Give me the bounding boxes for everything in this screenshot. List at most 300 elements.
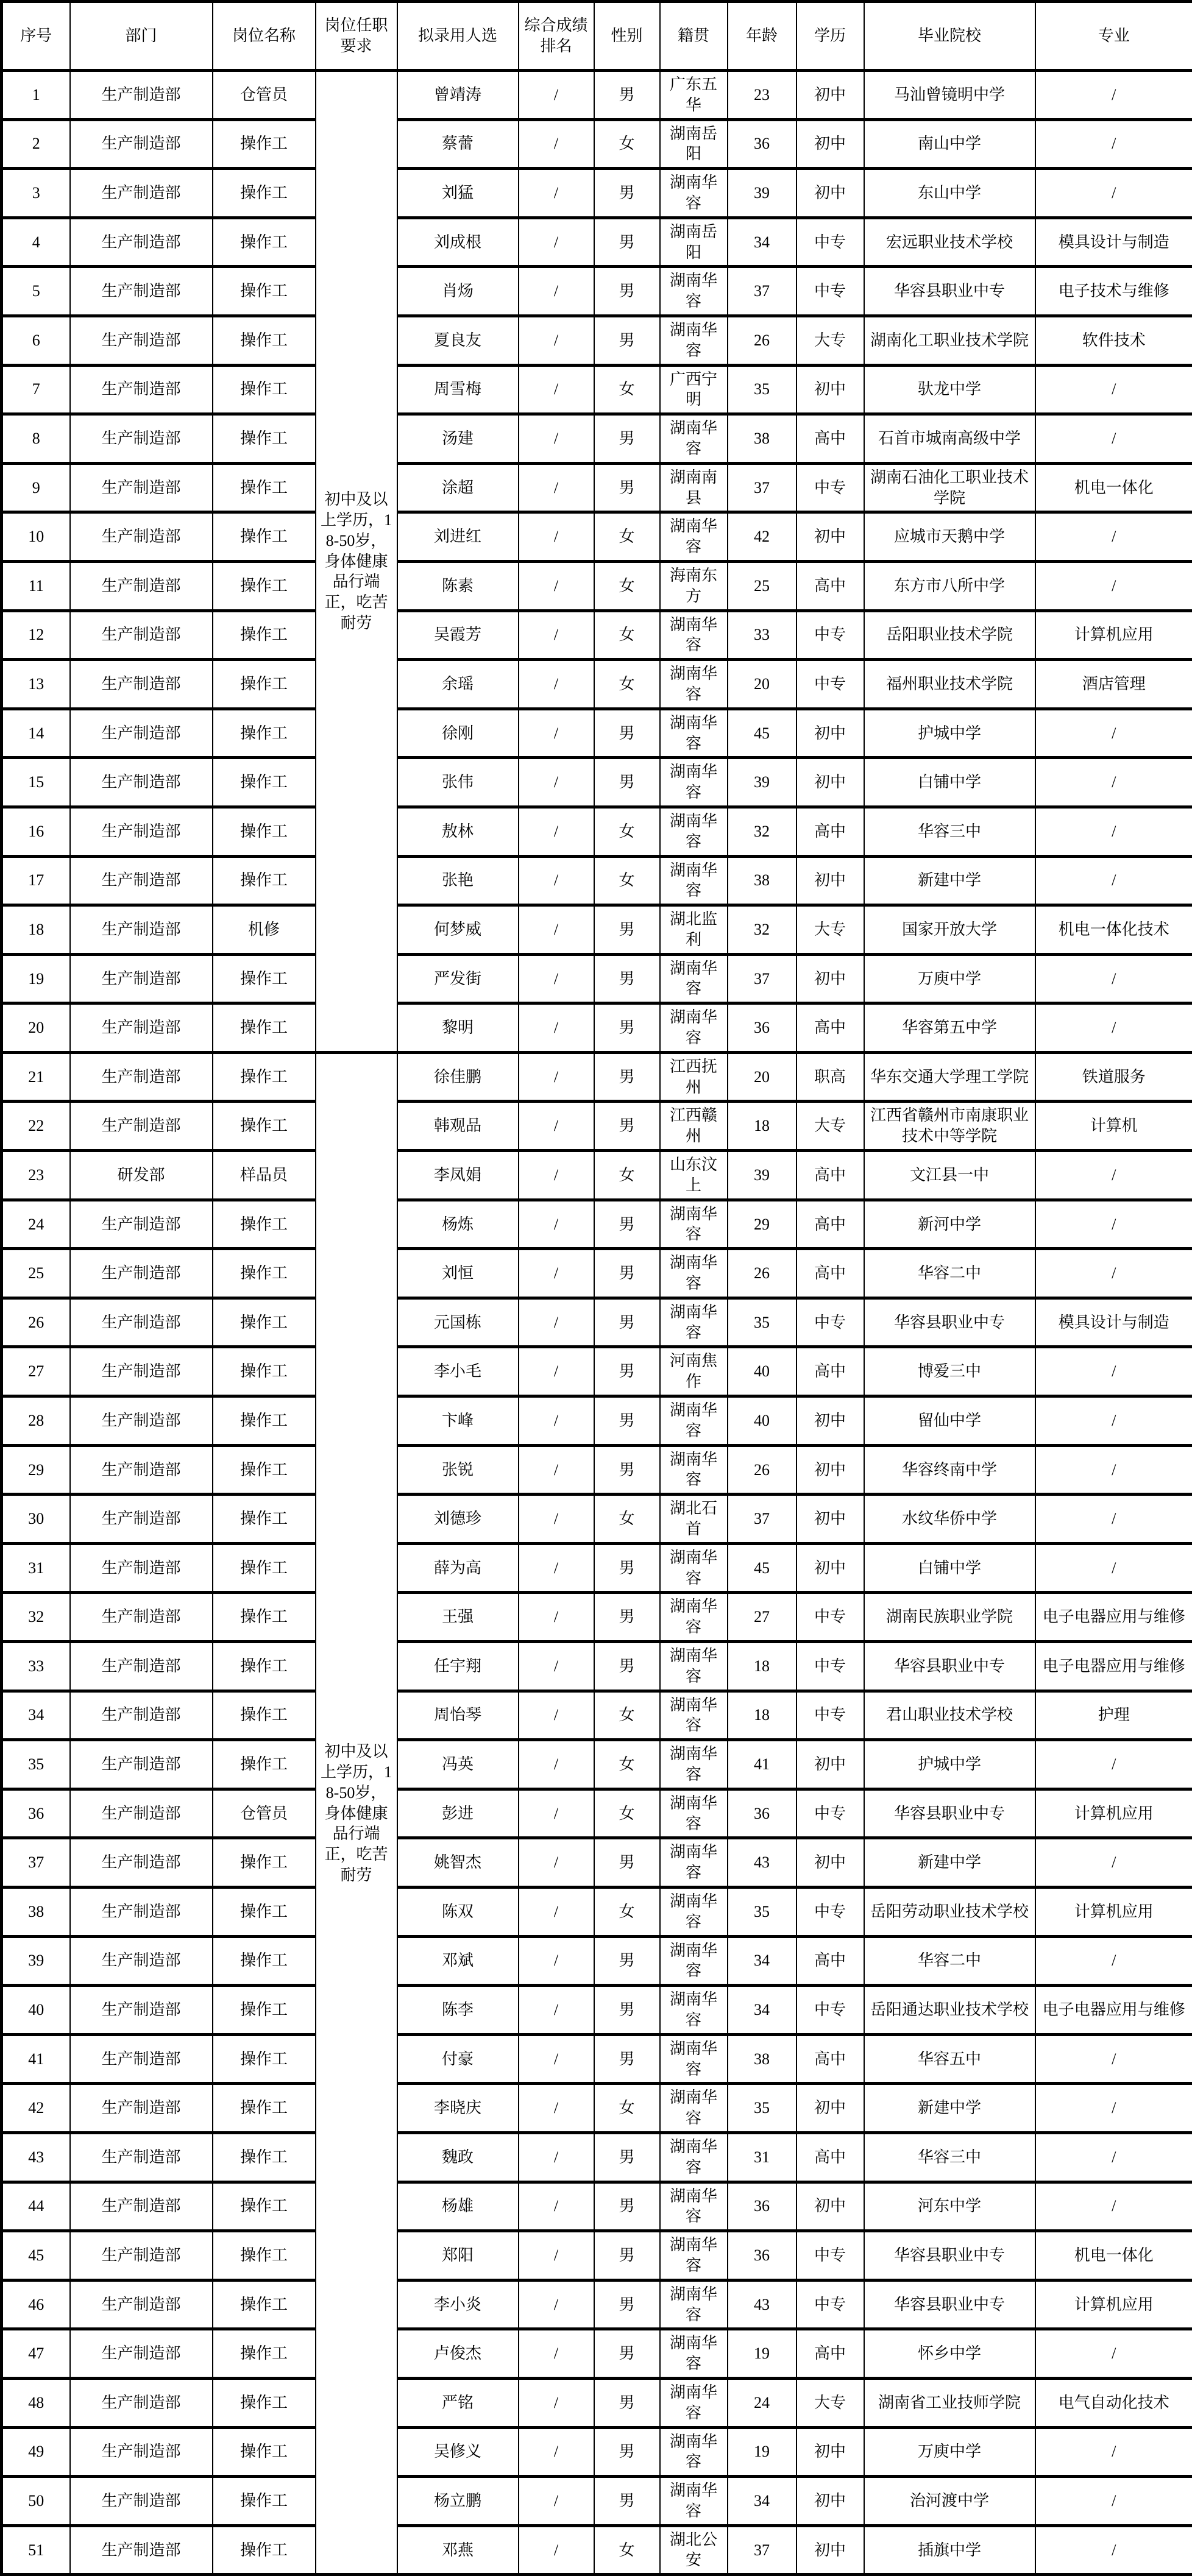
cell-major: /: [1035, 1445, 1192, 1495]
cell-school: 湖南化工职业技术学院: [864, 316, 1035, 365]
cell-candidate: 刘恒: [397, 1249, 519, 1298]
cell-edu: 中专: [796, 2280, 864, 2329]
cell-school: 新建中学: [864, 856, 1035, 905]
cell-school: 福州职业技术学院: [864, 660, 1035, 709]
cell-origin: 湖南华容: [660, 660, 728, 709]
cell-post: 操作工: [213, 1543, 316, 1593]
cell-rank: /: [519, 1593, 594, 1642]
cell-post: 操作工: [213, 1986, 316, 2035]
cell-post: 操作工: [213, 709, 316, 758]
cell-age: 37: [728, 2525, 796, 2575]
cell-school: 湖南民族职业学院: [864, 1593, 1035, 1642]
cell-candidate: 陈李: [397, 1986, 519, 2035]
cell-school: 新建中学: [864, 2084, 1035, 2133]
table-row: [2, 807, 1192, 856]
cell-rank: /: [519, 512, 594, 562]
cell-origin: 湖南华容: [660, 2280, 728, 2329]
table-row: [2, 2477, 1192, 2526]
table-row: [2, 1789, 1192, 1838]
cell-edu: 初中: [796, 169, 864, 218]
cell-no: 13: [2, 660, 70, 709]
cell-candidate: 元国栋: [397, 1298, 519, 1347]
cell-origin: 湖南华容: [660, 1445, 728, 1495]
cell-origin: 湖南华容: [660, 1543, 728, 1593]
cell-gender: 男: [594, 463, 660, 512]
cell-age: 33: [728, 610, 796, 660]
cell-candidate: 肖炀: [397, 267, 519, 316]
cell-gender: 男: [594, 2378, 660, 2427]
cell-no: 46: [2, 2280, 70, 2329]
cell-no: 30: [2, 1495, 70, 1544]
cell-post: 操作工: [213, 1298, 316, 1347]
cell-age: 29: [728, 1200, 796, 1249]
cell-gender: 男: [594, 1003, 660, 1053]
cell-rank: /: [519, 1396, 594, 1446]
cell-rank: /: [519, 1887, 594, 1936]
cell-dept: 生产制造部: [70, 1396, 213, 1446]
cell-rank: /: [519, 856, 594, 905]
cell-candidate: 刘猛: [397, 169, 519, 218]
cell-edu: 初中: [796, 2427, 864, 2477]
cell-origin: 江西抚州: [660, 1052, 728, 1102]
table-row: [2, 267, 1192, 316]
cell-dept: 生产制造部: [70, 709, 213, 758]
cell-edu: 中专: [796, 1593, 864, 1642]
cell-post: 操作工: [213, 2378, 316, 2427]
cell-gender: 男: [594, 2280, 660, 2329]
cell-origin: 江西赣州: [660, 1102, 728, 1151]
cell-dept: 生产制造部: [70, 1052, 213, 1102]
cell-rank: /: [519, 218, 594, 267]
cell-rank: /: [519, 2182, 594, 2231]
table-row: [2, 1887, 1192, 1936]
cell-candidate: 李小炎: [397, 2280, 519, 2329]
cell-edu: 初中: [796, 758, 864, 807]
cell-gender: 女: [594, 365, 660, 414]
cell-no: 9: [2, 463, 70, 512]
cell-origin: 河南焦作: [660, 1347, 728, 1396]
cell-edu: 高中: [796, 1003, 864, 1053]
cell-age: 26: [728, 316, 796, 365]
cell-candidate: 杨立鹏: [397, 2477, 519, 2526]
cell-dept: 生产制造部: [70, 660, 213, 709]
cell-candidate: 姚智杰: [397, 1838, 519, 1888]
cell-edu: 中专: [796, 267, 864, 316]
cell-major: /: [1035, 1495, 1192, 1544]
cell-major: /: [1035, 365, 1192, 414]
cell-post: 操作工: [213, 807, 316, 856]
cell-gender: 女: [594, 1151, 660, 1200]
cell-origin: 山东汶上: [660, 1151, 728, 1200]
cell-gender: 女: [594, 660, 660, 709]
header-dept: 部门: [70, 2, 213, 71]
cell-school: 水纹华侨中学: [864, 1495, 1035, 1544]
cell-age: 39: [728, 169, 796, 218]
cell-dept: 生产制造部: [70, 316, 213, 365]
cell-candidate: 刘德珍: [397, 1495, 519, 1544]
cell-school: 文江县一中: [864, 1151, 1035, 1200]
cell-origin: 湖南华容: [660, 1740, 728, 1789]
cell-major: 电子技术与维修: [1035, 267, 1192, 316]
cell-no: 17: [2, 856, 70, 905]
cell-gender: 男: [594, 758, 660, 807]
cell-school: 岳阳职业技术学院: [864, 610, 1035, 660]
cell-major: 模具设计与制造: [1035, 1298, 1192, 1347]
cell-rank: /: [519, 1789, 594, 1838]
cell-gender: 男: [594, 1200, 660, 1249]
cell-rank: /: [519, 316, 594, 365]
cell-major: 模具设计与制造: [1035, 218, 1192, 267]
cell-age: 37: [728, 1495, 796, 1544]
cell-no: 35: [2, 1740, 70, 1789]
cell-candidate: 周怡琴: [397, 1691, 519, 1740]
cell-candidate: 余瑶: [397, 660, 519, 709]
requirements-cell: 初中及以上学历，18-50岁，身体健康品行端正，吃苦耐劳: [316, 71, 397, 1053]
cell-post: 操作工: [213, 1838, 316, 1888]
cell-rank: /: [519, 2378, 594, 2427]
cell-gender: 男: [594, 2034, 660, 2084]
cell-rank: /: [519, 2525, 594, 2575]
cell-age: 38: [728, 414, 796, 464]
cell-post: 操作工: [213, 1593, 316, 1642]
table-row: [2, 2182, 1192, 2231]
cell-edu: 初中: [796, 512, 864, 562]
cell-candidate: 李凤娟: [397, 1151, 519, 1200]
cell-post: 样品员: [213, 1151, 316, 1200]
cell-post: 操作工: [213, 2231, 316, 2281]
cell-no: 44: [2, 2182, 70, 2231]
cell-no: 42: [2, 2084, 70, 2133]
cell-no: 27: [2, 1347, 70, 1396]
cell-rank: /: [519, 1936, 594, 1986]
cell-edu: 中专: [796, 1642, 864, 1691]
cell-origin: 湖南华容: [660, 1986, 728, 2035]
cell-no: 51: [2, 2525, 70, 2575]
cell-age: 36: [728, 2231, 796, 2281]
cell-post: 操作工: [213, 1102, 316, 1151]
cell-dept: 生产制造部: [70, 414, 213, 464]
cell-school: 湖南石油化工职业技术学院: [864, 463, 1035, 512]
cell-age: 36: [728, 1003, 796, 1053]
cell-age: 42: [728, 512, 796, 562]
cell-candidate: 李晓庆: [397, 2084, 519, 2133]
cell-no: 7: [2, 365, 70, 414]
cell-gender: 男: [594, 267, 660, 316]
cell-no: 8: [2, 414, 70, 464]
cell-origin: 湖北监利: [660, 905, 728, 955]
cell-candidate: 陈双: [397, 1887, 519, 1936]
cell-major: /: [1035, 2084, 1192, 2133]
cell-no: 28: [2, 1396, 70, 1446]
cell-gender: 男: [594, 2329, 660, 2379]
cell-school: 君山职业技术学校: [864, 1691, 1035, 1740]
cell-no: 25: [2, 1249, 70, 1298]
table-row: [2, 1347, 1192, 1396]
cell-dept: 生产制造部: [70, 1249, 213, 1298]
cell-origin: 湖北公安: [660, 2525, 728, 2575]
cell-no: 16: [2, 807, 70, 856]
cell-school: 岳阳劳动职业技术学校: [864, 1887, 1035, 1936]
cell-origin: 湖南华容: [660, 1936, 728, 1986]
cell-post: 操作工: [213, 1347, 316, 1396]
cell-no: 22: [2, 1102, 70, 1151]
cell-dept: 生产制造部: [70, 905, 213, 955]
cell-school: 马汕曾镜明中学: [864, 71, 1035, 120]
table-row: [2, 954, 1192, 1003]
cell-major: 酒店管理: [1035, 660, 1192, 709]
table-row: [2, 1986, 1192, 2035]
cell-age: 35: [728, 1887, 796, 1936]
cell-rank: /: [519, 2280, 594, 2329]
cell-rank: /: [519, 1691, 594, 1740]
cell-no: 14: [2, 709, 70, 758]
table-row: [2, 2378, 1192, 2427]
cell-candidate: 郑阳: [397, 2231, 519, 2281]
cell-origin: 湖南华容: [660, 1838, 728, 1888]
cell-school: 宏远职业技术学校: [864, 218, 1035, 267]
cell-no: 15: [2, 758, 70, 807]
cell-rank: /: [519, 1052, 594, 1102]
cell-gender: 男: [594, 1052, 660, 1102]
cell-candidate: 刘成根: [397, 218, 519, 267]
cell-major: /: [1035, 758, 1192, 807]
table-row: [2, 1838, 1192, 1888]
cell-age: 23: [728, 71, 796, 120]
cell-school: 华容二中: [864, 1936, 1035, 1986]
table-row: [2, 365, 1192, 414]
table-row: [2, 463, 1192, 512]
cell-age: 43: [728, 2280, 796, 2329]
cell-post: 操作工: [213, 1887, 316, 1936]
cell-no: 21: [2, 1052, 70, 1102]
cell-gender: 男: [594, 1102, 660, 1151]
cell-origin: 湖南华容: [660, 2084, 728, 2133]
cell-edu: 初中: [796, 2525, 864, 2575]
cell-candidate: 陈素: [397, 561, 519, 610]
cell-gender: 女: [594, 2525, 660, 2575]
cell-dept: 生产制造部: [70, 807, 213, 856]
cell-candidate: 张伟: [397, 758, 519, 807]
cell-dept: 生产制造部: [70, 1691, 213, 1740]
cell-major: 铁道服务: [1035, 1052, 1192, 1102]
cell-gender: 男: [594, 1347, 660, 1396]
cell-dept: 生产制造部: [70, 954, 213, 1003]
cell-rank: /: [519, 610, 594, 660]
cell-post: 操作工: [213, 2329, 316, 2379]
cell-post: 操作工: [213, 2034, 316, 2084]
cell-rank: /: [519, 1740, 594, 1789]
cell-age: 43: [728, 1838, 796, 1888]
header-row: [2, 2, 1192, 71]
cell-candidate: 李小毛: [397, 1347, 519, 1396]
cell-no: 20: [2, 1003, 70, 1053]
cell-rank: /: [519, 1347, 594, 1396]
cell-major: /: [1035, 1200, 1192, 1249]
table-row: [2, 169, 1192, 218]
cell-post: 操作工: [213, 169, 316, 218]
cell-origin: 湖南华容: [660, 1887, 728, 1936]
cell-edu: 初中: [796, 1396, 864, 1446]
cell-rank: /: [519, 2477, 594, 2526]
table-row: [2, 856, 1192, 905]
cell-school: 万庾中学: [864, 2427, 1035, 2477]
cell-major: 计算机: [1035, 1102, 1192, 1151]
cell-major: /: [1035, 856, 1192, 905]
cell-origin: 湖南华容: [660, 1396, 728, 1446]
cell-major: 计算机应用: [1035, 2280, 1192, 2329]
cell-dept: 生产制造部: [70, 2378, 213, 2427]
cell-edu: 中专: [796, 1887, 864, 1936]
cell-gender: 男: [594, 414, 660, 464]
cell-edu: 高中: [796, 1200, 864, 1249]
table-row: [2, 414, 1192, 464]
cell-edu: 初中: [796, 709, 864, 758]
cell-edu: 高中: [796, 807, 864, 856]
cell-candidate: 邓燕: [397, 2525, 519, 2575]
cell-origin: 湖南南县: [660, 463, 728, 512]
table-row: [2, 660, 1192, 709]
cell-dept: 生产制造部: [70, 119, 213, 169]
cell-age: 36: [728, 119, 796, 169]
cell-candidate: 敖林: [397, 807, 519, 856]
cell-no: 26: [2, 1298, 70, 1347]
cell-age: 38: [728, 856, 796, 905]
cell-no: 37: [2, 1838, 70, 1888]
cell-age: 20: [728, 660, 796, 709]
table-row: [2, 1003, 1192, 1053]
cell-post: 操作工: [213, 2280, 316, 2329]
cell-major: 电子电器应用与维修: [1035, 1642, 1192, 1691]
cell-origin: 湖南岳阳: [660, 218, 728, 267]
cell-school: 白铺中学: [864, 1543, 1035, 1593]
cell-candidate: 卞峰: [397, 1396, 519, 1446]
cell-edu: 高中: [796, 2034, 864, 2084]
cell-major: /: [1035, 1347, 1192, 1396]
table-row: [2, 1396, 1192, 1446]
header-major: 专业: [1035, 2, 1192, 71]
cell-origin: 湖南华容: [660, 2329, 728, 2379]
cell-rank: /: [519, 709, 594, 758]
cell-no: 47: [2, 2329, 70, 2379]
cell-school: 国家开放大学: [864, 905, 1035, 955]
cell-dept: 生产制造部: [70, 2525, 213, 2575]
cell-gender: 女: [594, 512, 660, 562]
cell-edu: 初中: [796, 1838, 864, 1888]
table-row: [2, 2280, 1192, 2329]
cell-candidate: 邓斌: [397, 1936, 519, 1986]
cell-major: /: [1035, 2477, 1192, 2526]
cell-gender: 女: [594, 1887, 660, 1936]
cell-major: /: [1035, 2525, 1192, 2575]
cell-origin: 海南东方: [660, 561, 728, 610]
cell-post: 操作工: [213, 2427, 316, 2477]
table-row: [2, 2132, 1192, 2182]
cell-no: 18: [2, 905, 70, 955]
cell-gender: 女: [594, 2084, 660, 2133]
cell-edu: 初中: [796, 856, 864, 905]
cell-major: 机电一体化: [1035, 2231, 1192, 2281]
cell-origin: 湖南华容: [660, 414, 728, 464]
table-row: [2, 2231, 1192, 2281]
cell-dept: 生产制造部: [70, 1200, 213, 1249]
cell-major: /: [1035, 71, 1192, 120]
cell-dept: 生产制造部: [70, 561, 213, 610]
cell-origin: 湖南华容: [660, 758, 728, 807]
cell-age: 45: [728, 1543, 796, 1593]
cell-edu: 中专: [796, 2231, 864, 2281]
cell-age: 20: [728, 1052, 796, 1102]
cell-rank: /: [519, 758, 594, 807]
cell-dept: 生产制造部: [70, 463, 213, 512]
cell-school: 华容县职业中专: [864, 267, 1035, 316]
cell-origin: 湖南华容: [660, 512, 728, 562]
cell-edu: 初中: [796, 365, 864, 414]
cell-age: 37: [728, 267, 796, 316]
cell-candidate: 杨雄: [397, 2182, 519, 2231]
cell-gender: 男: [594, 1445, 660, 1495]
cell-dept: 生产制造部: [70, 1986, 213, 2035]
cell-dept: 生产制造部: [70, 1887, 213, 1936]
cell-dept: 生产制造部: [70, 1936, 213, 1986]
cell-candidate: 何梦威: [397, 905, 519, 955]
cell-no: 24: [2, 1200, 70, 1249]
cell-origin: 湖南华容: [660, 2182, 728, 2231]
cell-rank: /: [519, 954, 594, 1003]
cell-post: 操作工: [213, 856, 316, 905]
cell-gender: 女: [594, 1789, 660, 1838]
cell-origin: 湖南华容: [660, 954, 728, 1003]
cell-candidate: 付豪: [397, 2034, 519, 2084]
cell-no: 11: [2, 561, 70, 610]
cell-post: 操作工: [213, 660, 316, 709]
cell-gender: 男: [594, 1593, 660, 1642]
cell-edu: 大专: [796, 2378, 864, 2427]
cell-no: 32: [2, 1593, 70, 1642]
cell-school: 东方市八所中学: [864, 561, 1035, 610]
cell-no: 45: [2, 2231, 70, 2281]
header-edu: 学历: [796, 2, 864, 71]
cell-gender: 男: [594, 1642, 660, 1691]
cell-rank: /: [519, 1003, 594, 1053]
cell-post: 机修: [213, 905, 316, 955]
cell-major: 计算机应用: [1035, 1887, 1192, 1936]
cell-edu: 中专: [796, 1298, 864, 1347]
table-row: [2, 2525, 1192, 2575]
cell-school: 怀乡中学: [864, 2329, 1035, 2379]
cell-candidate: 王强: [397, 1593, 519, 1642]
cell-age: 19: [728, 2427, 796, 2477]
cell-dept: 生产制造部: [70, 512, 213, 562]
cell-dept: 生产制造部: [70, 2132, 213, 2182]
cell-no: 4: [2, 218, 70, 267]
cell-school: 白铺中学: [864, 758, 1035, 807]
table-row: [2, 1936, 1192, 1986]
cell-school: 河东中学: [864, 2182, 1035, 2231]
cell-edu: 中专: [796, 660, 864, 709]
cell-rank: /: [519, 169, 594, 218]
cell-major: /: [1035, 169, 1192, 218]
cell-rank: /: [519, 119, 594, 169]
cell-gender: 男: [594, 1986, 660, 2035]
cell-school: 华容五中: [864, 2034, 1035, 2084]
cell-major: /: [1035, 2034, 1192, 2084]
cell-origin: 湖南华容: [660, 1003, 728, 1053]
cell-major: /: [1035, 709, 1192, 758]
cell-gender: 男: [594, 1543, 660, 1593]
cell-rank: /: [519, 2427, 594, 2477]
cell-age: 34: [728, 1986, 796, 2035]
cell-no: 6: [2, 316, 70, 365]
